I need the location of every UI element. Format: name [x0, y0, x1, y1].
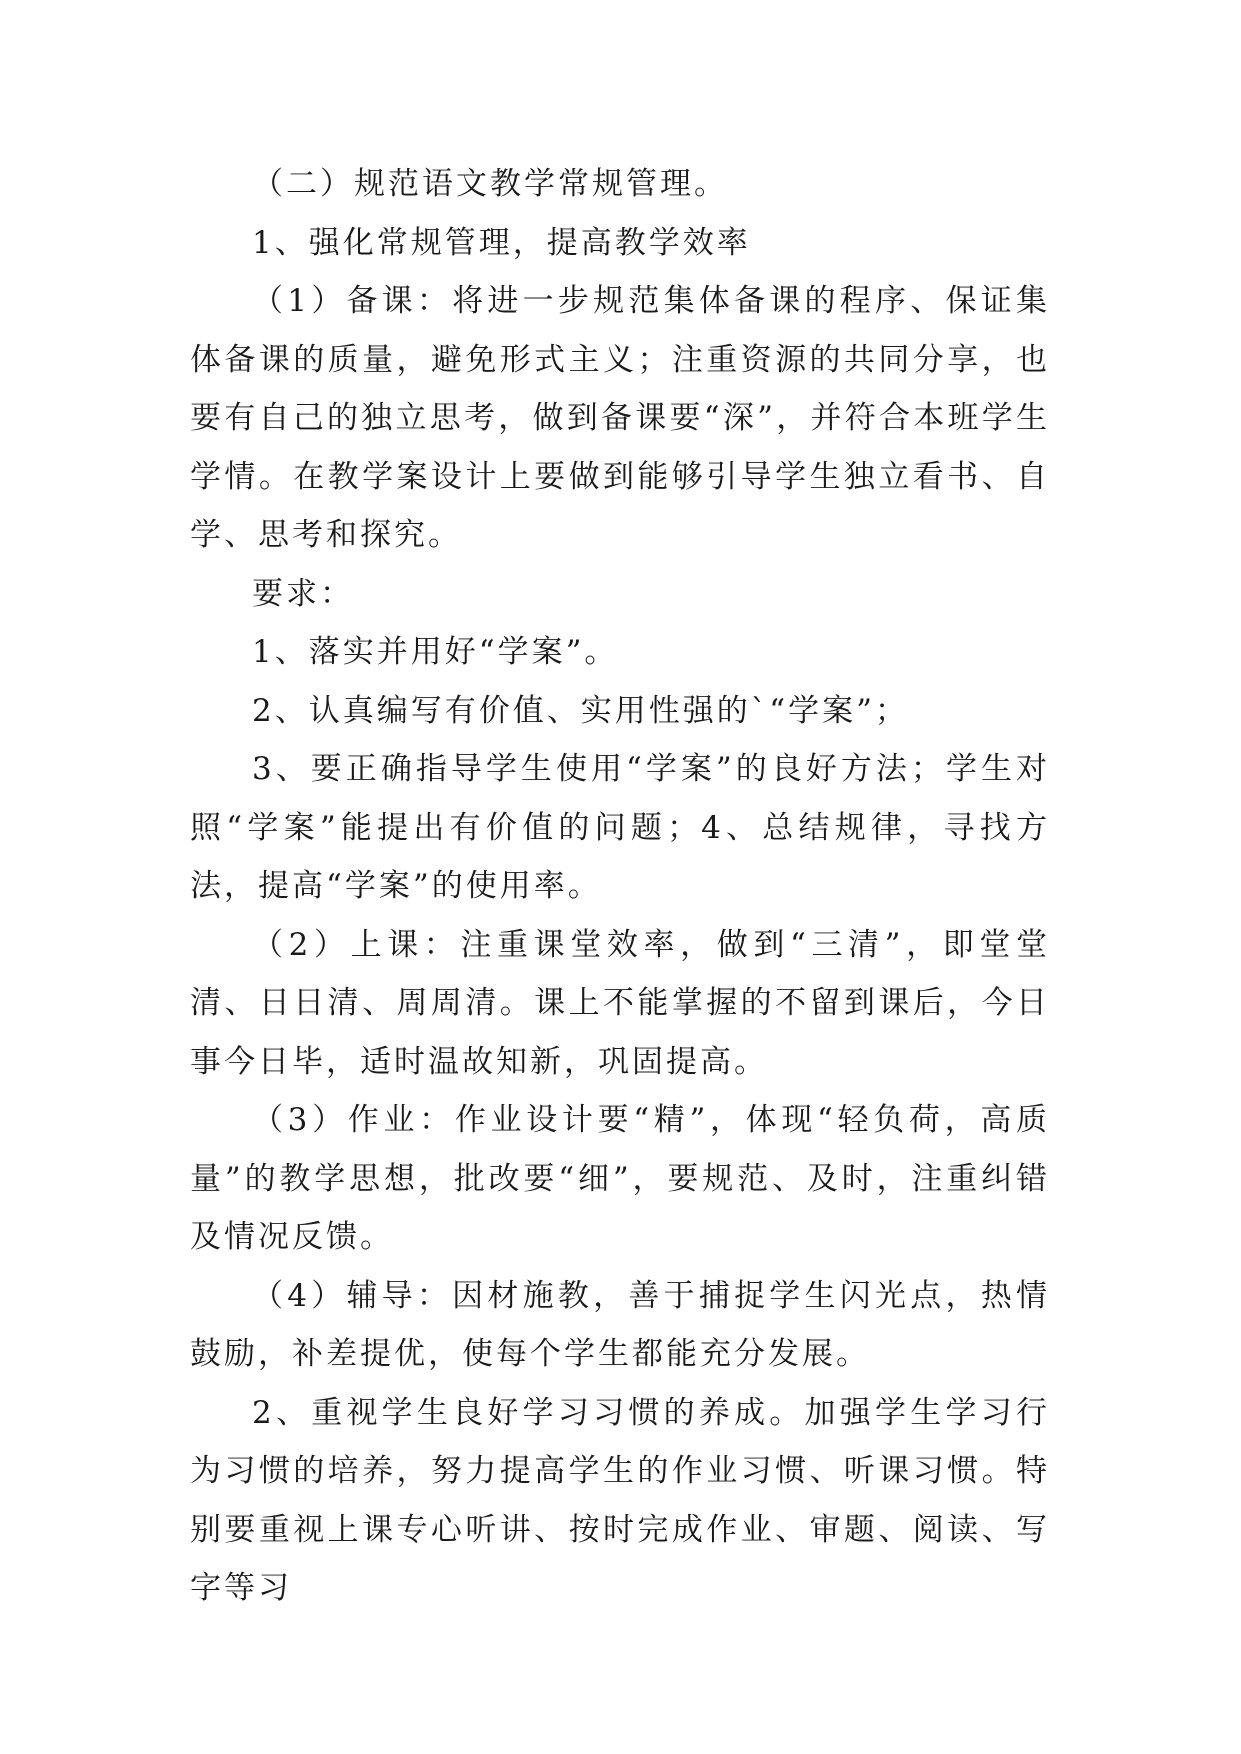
paragraph-study-habits: 2、重视学生良好学习习惯的养成。加强学生学习行为习惯的培养，努力提高学生的作业习惯、听课习惯。特别要重视上课专心听讲、按时完成作业、审题、阅读、写字等习: [190, 1394, 1050, 1606]
document-page: [190, 155, 1050, 1618]
requirements-label: 要求：: [252, 575, 354, 612]
paragraph-class: （2）上课：注重课堂效率，做到“三清”，即堂堂清、日日清、周周清。课上不能掌握的不留到课后，今日事今日毕，适时温故知新，巩固提高。: [190, 926, 1050, 1080]
requirement-item-3: 3、要正确指导学生使用“学案”的良好方法；学生对照“学案”能提出有价值的问题；4、总结规律，寻找方法，提高“学案”的使用率。: [190, 751, 1050, 904]
requirement-item-2: 2、认真编写有价值、实用性强的`“学案”；: [252, 692, 909, 729]
section-heading: （二）规范语文教学常规管理。: [252, 166, 728, 202]
requirement-item-1: 1、落实并用好“学案”。: [252, 634, 619, 670]
paragraph-lesson-prep: （1）备课：将进一步规范集体备课的程序、保证集体备课的质量，避免形式主义；注重资源的共同分享，也要有自己的独立思考，做到备课要“深”，并符合本班学生学情。在教学案设计上要做到能够引导学生独立看书、自学、思考和探究。: [190, 283, 1050, 553]
paragraph-tutoring: （4）辅导：因材施教，善于捕捉学生闪光点，热情鼓励，补差提优，使每个学生都能充分发展。: [190, 1277, 1050, 1372]
paragraph-homework: （3）作业：作业设计要“精”，体现“轻负荷，高质量”的教学思想，批改要“细”，要规范、及时，注重纠错及情况反馈。: [190, 1102, 1050, 1255]
subsection-heading: 1、强化常规管理，提高教学效率: [252, 224, 751, 261]
